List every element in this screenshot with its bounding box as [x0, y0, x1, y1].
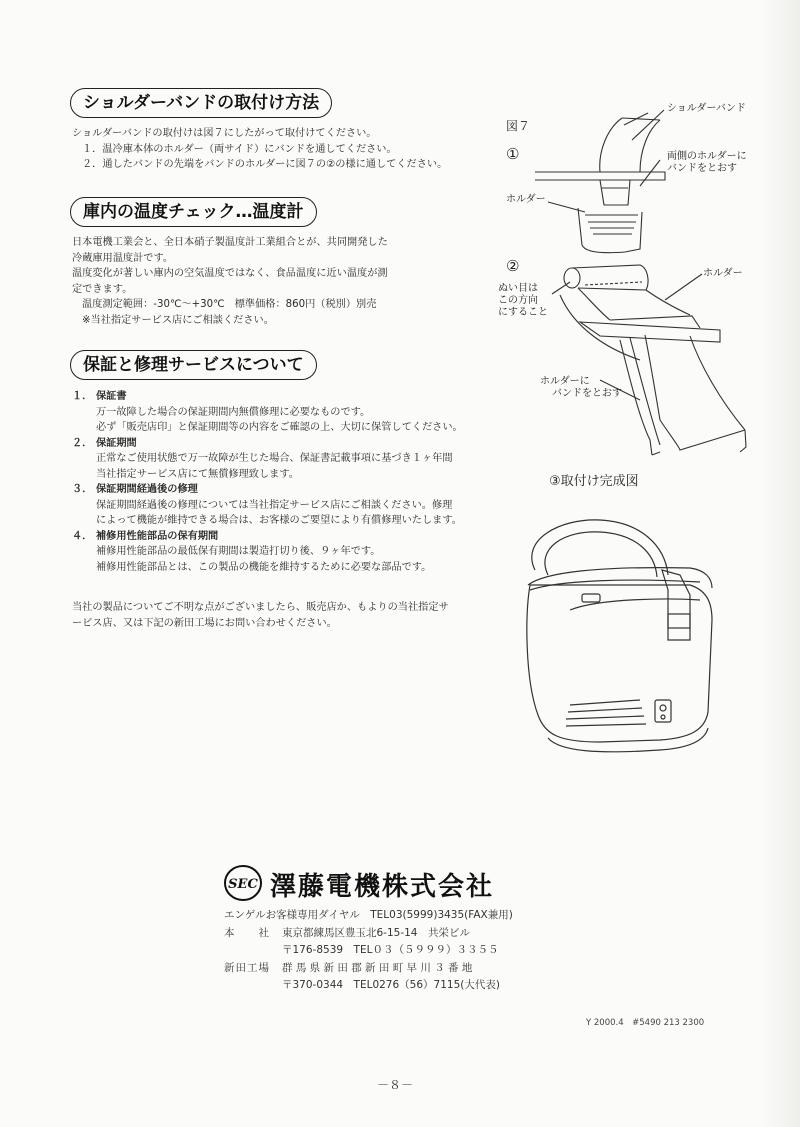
document-code: Y 2000.4 #5490 213 2300 — [586, 1018, 705, 1028]
label-line: ホルダーに — [540, 376, 590, 387]
text-line: ショルダーバンドの取付けは図７にしたがって取付けてください。 — [72, 128, 377, 139]
section-heading-shoulder-band: ショルダーバンドの取付け方法 — [70, 88, 332, 118]
item-title: 保証期間経過後の修理 — [96, 484, 198, 495]
item-title: 保証期間 — [96, 437, 137, 449]
company-name: 澤藤電機株式会社 — [270, 872, 495, 902]
factory-address: 群 馬 県 新 田 郡 新 田 町 早 川 ３ 番 地 — [282, 961, 473, 974]
step-2-marker: ② — [506, 257, 520, 275]
factory-tel: 〒370-0344 TEL0276（56）7115(大代表) — [282, 979, 500, 991]
section-heading-thermometer: 庫内の温度チェック…温度計 — [70, 197, 317, 227]
svg-text:SEC: SEC — [228, 877, 258, 892]
text-line: 補修用性能部品とは、この製品の機能を維持するために必要な部品です。 — [96, 561, 432, 573]
label-line: この方向 — [498, 295, 538, 306]
label-shoulder-band: ショルダーバンド — [667, 103, 746, 114]
hq-tel-row — [224, 942, 513, 960]
hq-tel: 〒176-8539 TEL０３（５９９９）３３５５ — [282, 944, 499, 956]
label-line: バンドをとおす — [552, 388, 622, 399]
figure-title: 図７ — [506, 119, 531, 133]
item-title: 補修用性能部品の保有期間 — [96, 530, 219, 542]
label-line: バンドをとおす — [667, 163, 737, 174]
text-line: 保証期間経過後の修理については当社指定サービス店にご相談ください。修理 — [96, 499, 453, 511]
factory-address-row — [224, 960, 513, 978]
text-line: 当社の製品についてご不明な点がございましたら、販売店か、もよりの当社指定サ — [72, 602, 449, 613]
hq-address: 東京都練馬区豊玉北6-15-14 共栄ビル — [282, 926, 470, 939]
text-line: 補修用性能部品の最低保有期間は製造打切り後、９ヶ年です。 — [96, 546, 381, 557]
page-number: －８－ — [377, 1078, 414, 1092]
factory-tel-row — [224, 977, 513, 995]
section-heading-warranty: 保証と修理サービスについて — [70, 350, 317, 380]
text-line: ※当社指定サービス店にご相談ください。 — [82, 314, 274, 326]
text-line: 正常なご使用状態で万一故障が生じた場合、保証書記載事項に基づき１ヶ年間 — [96, 453, 453, 464]
step-1-marker: ① — [506, 145, 520, 163]
text-line: 定できます。 — [72, 283, 133, 295]
step-3-title: ③取付け完成図 — [549, 474, 639, 489]
text-line: 万一故障した場合の保証期間内無償修理に必要なものです。 — [96, 406, 371, 418]
company-contact — [224, 907, 513, 995]
text-line: によって機能が維持できる場合は、お客様のご要望により有償修理いたします。 — [96, 515, 462, 526]
company-logo-icon — [222, 862, 264, 904]
item-number: １． — [72, 391, 93, 402]
hq-label: 本 社 — [224, 926, 270, 939]
factory-label: 新田工場 — [224, 961, 270, 974]
text-line: ービス店、又は下記の新田工場にお問い合わせください。 — [72, 617, 337, 629]
hq-address-row — [224, 925, 513, 943]
label-line: 両側のホルダーに — [667, 151, 747, 162]
label-holder-right: ホルダー — [703, 268, 743, 279]
item-number: ３． — [72, 484, 93, 495]
label-holder-left: ホルダー — [506, 194, 546, 205]
text-line: 温度変化が著しい庫内の空気温度ではなく、食品温度に近い温度が測 — [72, 268, 388, 279]
item-number: ２． — [72, 437, 93, 449]
text-line: ２．通したバンドの先端をバンドのホルダーに図７の②の様に通してください。 — [82, 159, 448, 170]
text-line: １．温冷庫本体のホルダー（両サイド）にバンドを通してください。 — [82, 143, 397, 155]
text-line: 必ず「販売店印」と保証期間等の内容をご確認の上、大切に保管してください。 — [96, 422, 463, 433]
text-line: 日本電機工業会と、全日本硝子製温度計工業組合とが、共同開発した — [72, 237, 388, 248]
label-line: ぬい目は — [498, 283, 538, 294]
hotline-line: エンゲルお客様専用ダイヤル TEL03(5999)3435(FAX兼用) — [224, 909, 513, 921]
text-line: 温度測定範囲：-30℃～+30℃ 標準価格：860円（税別）別売 — [82, 299, 377, 310]
item-number: ４． — [72, 530, 93, 542]
text-line: 当社指定サービス店にて無償修理致します。 — [96, 468, 299, 480]
text-line: 冷蔵庫用温度計です。 — [72, 252, 174, 264]
label-line: にすること — [498, 307, 548, 318]
item-title: 保証書 — [96, 391, 127, 402]
